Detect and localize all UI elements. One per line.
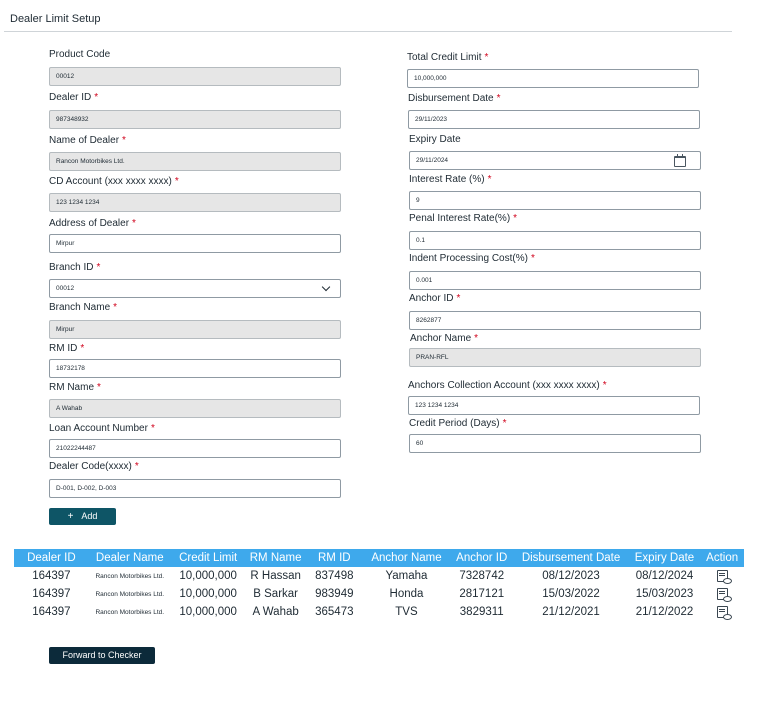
anchor-id-cell: 3829311 [459, 606, 504, 618]
action-cell [700, 603, 744, 621]
table-header-row [14, 549, 744, 567]
column-header[interactable]: Expiry Date [629, 549, 701, 567]
branch-name-input[interactable]: Mirpur [49, 320, 341, 339]
dealer-address-label: Address of Dealer * [49, 218, 136, 229]
disbursement-date-cell: 21/12/2021 [542, 606, 600, 618]
column-header[interactable]: RM Name [246, 549, 306, 567]
table-row [14, 585, 744, 603]
view-document-icon[interactable] [717, 606, 728, 618]
expiry-date-label: Expiry Date [409, 134, 461, 145]
anchor-id-input[interactable]: 8262877 [409, 311, 701, 330]
dealer-name-cell: Rancon Motorbikes Ltd. [95, 590, 165, 598]
rm-name-label: RM Name * [49, 382, 101, 393]
penal-interest-rate-input[interactable]: 0.1 [409, 231, 701, 250]
action-cell [700, 585, 744, 603]
rm-name-cell: B Sarkar [253, 588, 299, 600]
expiry-date-cell: 08/12/2024 [635, 570, 694, 582]
product-code-input[interactable]: 00012 [49, 67, 341, 86]
rm-name-cell: R Hassan [250, 570, 301, 582]
anchor-name-input[interactable]: PRAN-RFL [409, 348, 701, 367]
disbursement-date-cell: 08/12/2023 [542, 570, 600, 582]
rm-id-input[interactable]: 18732178 [49, 359, 341, 378]
credit-period-label: Credit Period (Days) * [409, 418, 507, 429]
view-document-icon[interactable] [717, 570, 728, 582]
column-header[interactable]: Dealer ID [14, 549, 89, 567]
anchors-collection-account-label: Anchors Collection Account (xxx xxxx xxxx) * [408, 380, 607, 391]
table-row [14, 567, 744, 585]
indent-processing-cost-input[interactable]: 0.001 [409, 271, 701, 290]
dealer-limit-table [14, 549, 744, 621]
anchor-id-cell: 2817121 [459, 588, 505, 600]
interest-rate-label: Interest Rate (%) * [409, 174, 492, 185]
add-button[interactable]: + Add [49, 508, 116, 525]
dealer-code-label: Dealer Code(xxxx) * [49, 461, 139, 472]
expiry-date-input[interactable]: 29/11/2024 [409, 151, 701, 170]
anchor-name-cell: Yamaha [385, 570, 428, 582]
disbursement-date-cell: 15/03/2022 [542, 588, 600, 600]
dealer-id-cell: 164397 [32, 606, 71, 618]
anchor-name-label: Anchor Name * [410, 333, 479, 344]
credit-limit-cell: 10,000,000 [179, 570, 237, 582]
plus-icon: + [67, 511, 74, 522]
disbursement-date-label: Disbursement Date * [408, 93, 501, 104]
column-header[interactable]: Disbursement Date [513, 549, 628, 567]
indent-processing-cost-label: Indent Processing Cost(%) * [409, 253, 535, 264]
column-header[interactable]: Dealer Name [89, 549, 171, 567]
branch-id-label: Branch ID * [49, 262, 101, 273]
dealer-id-cell: 164397 [32, 588, 71, 600]
rm-name-input[interactable]: A Wahab [49, 399, 341, 418]
anchor-name-cell: TVS [395, 606, 418, 618]
calendar-icon[interactable] [674, 156, 686, 167]
dealer-name-cell: Rancon Motorbikes Ltd. [95, 608, 165, 616]
rm-id-cell: 983949 [315, 588, 354, 600]
action-cell [700, 567, 744, 585]
total-credit-limit-input[interactable]: 10,000,000 [407, 69, 699, 88]
branch-name-label: Branch Name * [49, 302, 118, 313]
rm-name-cell: A Wahab [252, 606, 299, 618]
credit-limit-cell: 10,000,000 [179, 606, 237, 618]
rm-id-cell: 837498 [315, 570, 354, 582]
disbursement-date-input[interactable]: 29/11/2023 [408, 110, 700, 129]
dealer-name-cell: Rancon Motorbikes Ltd. [95, 572, 165, 580]
chevron-down-icon[interactable] [322, 283, 330, 291]
expiry-date-cell: 15/03/2023 [635, 588, 694, 600]
rm-id-cell: 365473 [315, 606, 354, 618]
title-divider [4, 31, 732, 32]
total-credit-limit-label: Total Credit Limit * [407, 52, 489, 63]
cd-account-input[interactable]: 123 1234 1234 [49, 193, 341, 212]
table-row [14, 603, 744, 621]
dealer-id-input[interactable]: 987348932 [49, 110, 341, 129]
column-header[interactable]: Anchor Name [363, 549, 450, 567]
column-header[interactable]: Anchor ID [450, 549, 513, 567]
forward-to-checker-button[interactable]: Forward to Checker [49, 647, 155, 664]
column-header[interactable]: Action [700, 549, 744, 567]
penal-interest-rate-label: Penal Interest Rate(%) * [409, 213, 518, 224]
credit-period-input[interactable]: 60 [409, 434, 701, 453]
anchor-id-label: Anchor ID * [409, 293, 461, 304]
dealer-code-input[interactable]: D-001, D-002, D-003 [49, 479, 341, 498]
page-title: Dealer Limit Setup [10, 13, 101, 25]
branch-id-select[interactable]: 00012 [49, 279, 341, 298]
dealer-id-cell: 164397 [32, 570, 71, 582]
anchors-collection-account-input[interactable]: 123 1234 1234 [408, 396, 700, 415]
anchor-name-cell: Honda [389, 588, 424, 600]
loan-account-input[interactable]: 21022244487 [49, 439, 341, 458]
anchor-id-cell: 7328742 [459, 570, 505, 582]
dealer-name-input[interactable]: Rancon Motorbikes Ltd. [49, 152, 341, 171]
dealer-name-label: Name of Dealer * [49, 135, 126, 146]
interest-rate-input[interactable]: 9 [409, 191, 701, 210]
dealer-address-input[interactable]: Mirpur [49, 234, 341, 253]
loan-account-label: Loan Account Number * [49, 423, 155, 434]
column-header[interactable]: Credit Limit [171, 549, 246, 567]
expiry-date-cell: 21/12/2022 [635, 606, 694, 618]
rm-id-label: RM ID * [49, 343, 85, 354]
column-header[interactable]: RM ID [306, 549, 363, 567]
product-code-label: Product Code [49, 49, 111, 60]
dealer-id-label: Dealer ID * [49, 92, 99, 103]
credit-limit-cell: 10,000,000 [179, 588, 237, 600]
view-document-icon[interactable] [717, 588, 728, 600]
cd-account-label: CD Account (xxx xxxx xxxx) * [49, 176, 179, 187]
